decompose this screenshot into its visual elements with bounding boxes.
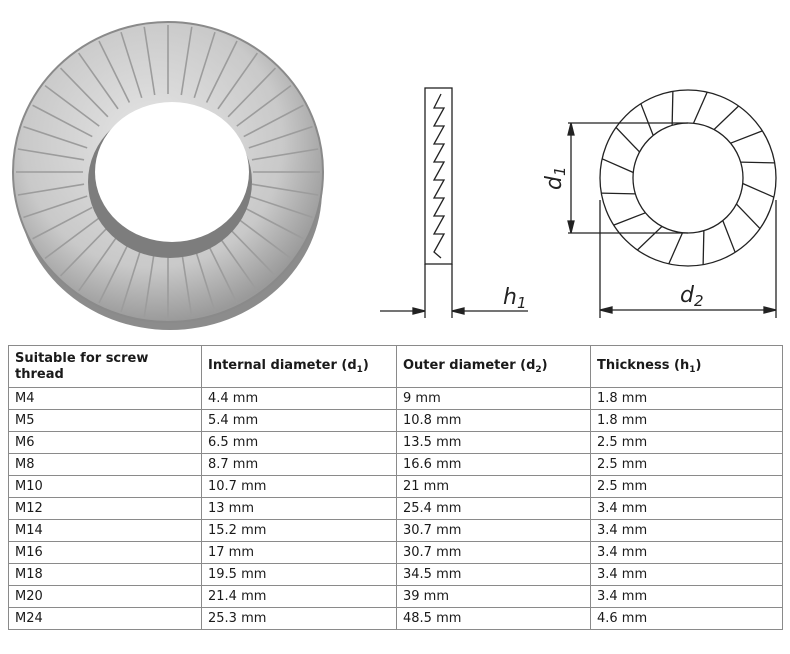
table-cell: 4.6 mm: [591, 608, 783, 630]
h1-label: h1: [503, 285, 527, 312]
table-cell: M6: [9, 432, 202, 454]
table-cell: 4.4 mm: [202, 388, 397, 410]
table-header-row: [9, 346, 783, 388]
d1-label: d1: [542, 166, 569, 190]
table-cell: M4: [9, 388, 202, 410]
table-row: [9, 388, 783, 410]
table-cell: M5: [9, 410, 202, 432]
washer-photo-icon: [13, 22, 323, 330]
header-screw-thread: Suitable for screw thread: [9, 346, 202, 388]
table-cell: 3.4 mm: [591, 542, 783, 564]
table-cell: M20: [9, 586, 202, 608]
table-row: [9, 498, 783, 520]
table-row: [9, 520, 783, 542]
table-cell: 2.5 mm: [591, 454, 783, 476]
table-cell: 8.7 mm: [202, 454, 397, 476]
d2-label: d2: [680, 283, 704, 310]
table-cell: M12: [9, 498, 202, 520]
table-cell: M24: [9, 608, 202, 630]
table-cell: M14: [9, 520, 202, 542]
header-internal-diameter: Internal diameter $(d_1)$: [202, 346, 397, 388]
spec-table: [8, 345, 783, 630]
table-cell: M16: [9, 542, 202, 564]
spoke-line: [743, 183, 774, 197]
table-row: [9, 564, 783, 586]
spoke-line: [731, 131, 763, 143]
spoke-line: [703, 231, 704, 265]
spoke-line: [601, 193, 635, 194]
table-cell: 30.7 mm: [397, 542, 591, 564]
spoke-line: [602, 159, 633, 173]
table-row: [9, 454, 783, 476]
table-cell: 30.7 mm: [397, 520, 591, 542]
table-cell: 25.3 mm: [202, 608, 397, 630]
table-row: [9, 608, 783, 630]
table-cell: 13.5 mm: [397, 432, 591, 454]
washer-side-profile: [380, 88, 528, 318]
table-cell: 15.2 mm: [202, 520, 397, 542]
table-row: [9, 410, 783, 432]
table-cell: 1.8 mm: [591, 410, 783, 432]
table-cell: 3.4 mm: [591, 564, 783, 586]
header-outer-diameter: Outer diameter $(d_2)$: [397, 346, 591, 388]
table-cell: 2.5 mm: [591, 432, 783, 454]
table-cell: 3.4 mm: [591, 586, 783, 608]
spoke-line: [736, 204, 760, 229]
spoke-line: [693, 92, 707, 123]
spoke-line: [614, 213, 646, 225]
table-cell: 3.4 mm: [591, 498, 783, 520]
table-row: [9, 432, 783, 454]
table-cell: M10: [9, 476, 202, 498]
table-row: [9, 586, 783, 608]
table-cell: 21 mm: [397, 476, 591, 498]
table-cell: 16.6 mm: [397, 454, 591, 476]
table-cell: 1.8 mm: [591, 388, 783, 410]
table-row: [9, 476, 783, 498]
spoke-line: [741, 162, 775, 163]
spoke-line: [641, 104, 653, 136]
table-cell: 13 mm: [202, 498, 397, 520]
header-thickness: Thickness $(h_1)$: [591, 346, 783, 388]
table-cell: 2.5 mm: [591, 476, 783, 498]
spoke-line: [637, 226, 662, 250]
table-row: [9, 542, 783, 564]
table-cell: 5.4 mm: [202, 410, 397, 432]
spoke-line: [723, 221, 735, 253]
table-cell: 39 mm: [397, 586, 591, 608]
table-cell: 6.5 mm: [202, 432, 397, 454]
spoke-line: [714, 106, 739, 130]
spoke-line: [669, 233, 683, 264]
table-cell: 9 mm: [397, 388, 591, 410]
table-cell: 34.5 mm: [397, 564, 591, 586]
table-cell: M8: [9, 454, 202, 476]
table-cell: 10.7 mm: [202, 476, 397, 498]
table-cell: 17 mm: [202, 542, 397, 564]
spoke-line: [672, 91, 673, 125]
table-cell: 3.4 mm: [591, 520, 783, 542]
table-cell: 19.5 mm: [202, 564, 397, 586]
table-cell: 48.5 mm: [397, 608, 591, 630]
table-cell: 21.4 mm: [202, 586, 397, 608]
spoke-line: [616, 127, 640, 152]
washer-front-view: [568, 90, 776, 318]
table-cell: 10.8 mm: [397, 410, 591, 432]
table-cell: M18: [9, 564, 202, 586]
table-cell: 25.4 mm: [397, 498, 591, 520]
